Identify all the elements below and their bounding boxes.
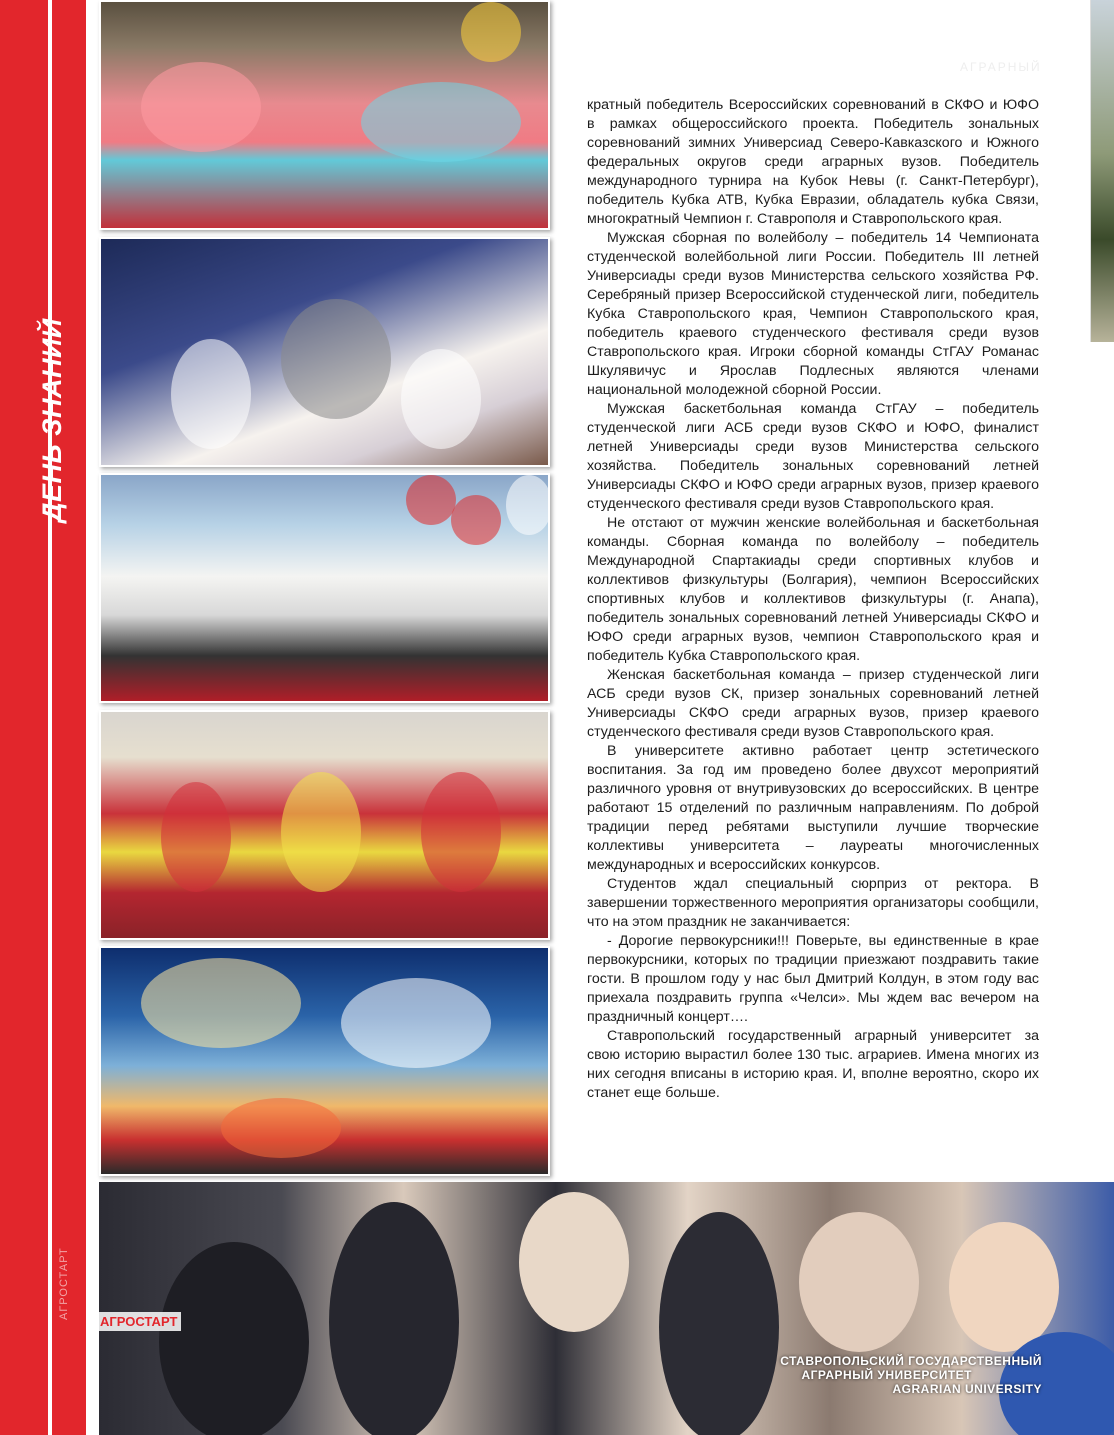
article-paragraph: В университете активно работает центр эстетического воспитания. За год им проведено более двухсот мероприятий различного уровня от внутривузовских до всероссийских. В центре работают 15 отделений по различным направлениям. По доброй традиции перед ребятами выступили лучшие творческие коллективы университета – лауреаты многочисленных международных и всероссийских конкурсов. <box>587 743 1039 873</box>
photo-fireworks-stage <box>99 946 550 1176</box>
photo-basketball-team <box>99 710 550 940</box>
corner-brand: АГРОСТАРТ <box>96 1312 181 1331</box>
article-paragraph: Ставропольский государственный аграрный университет за свою историю вырастил более 130 тыс. аграриев. Имена многих из них сегодня вписаны в историю края. И, вполне вероятно, скоро их станет еще больше. <box>587 1028 1039 1101</box>
article-paragraph: Мужская баскетбольная команда СтГАУ – победитель студенческой лиги АСБ среди вузов СКФО и ЮФО, финалист летней Универсиады среди вузов Министерства сельского хозяйства. Победитель зональных соревнований летней Универсиады СКФО и ЮФО среди аграрных вузов, призер краевого студенческого фестиваля среди вузов Ставропольского края. <box>587 401 1039 512</box>
side-band-stripe <box>48 0 52 1435</box>
caption-line-3: AGRARIAN UNIVERSITY <box>892 1382 1042 1396</box>
article-paragraph: Не отстают от мужчин женские волейбольная и баскетбольная команды. Сборная команда по волейболу – победитель Международной Спартакиады среди спортивных клубов и коллективов физкультуры (Болгария), чемпион Всероссийских спортивных клубов и коллективов физкультуры (г. Анапа), победитель зональных соревнований летней Универсиады СКФО и ЮФО среди аграрных вузов, чемпион Ставропольского края и победитель Кубка Ставропольского края. <box>587 515 1039 664</box>
section-title: ДЕНЬ ЗНАНИЙ <box>37 318 67 522</box>
university-caption <box>780 1354 1042 1396</box>
article-paragraph: Студентов ждал специальный сюрприз от ректора. В завершении торжественного мероприятия организаторы сообщили, что на этом праздник не заканчивается: <box>587 876 1039 930</box>
faded-header: АГРАРНЫЙ <box>960 60 1042 74</box>
side-watermark: АГРОСТАРТ <box>58 1247 70 1320</box>
article-paragraph: - Дорогие первокурсники!!! Поверьте, вы единственные в крае первокурсники, которых по традиции приезжают поздравить такие гости. В прошлом году у нас был Дмитрий Колдун, в этом году вас приехала поздравить группа «Челси». Мы ждем вас вечером на праздничный концерт…. <box>587 933 1039 1025</box>
article-paragraph: кратный победитель Всероссийских соревнований в СКФО и ЮФО в рамках общероссийского проекта. Победитель зональных соревнований зимних Универсиад Северо-Кавказского и Южного федеральных округов среди аграрных вузов. Победитель международного турнира на Кубок Невы (г. Санкт-Петербург), победитель Кубка АТВ, Кубка Евразии, обладатель кубка Связи, многократный Чемпион г. Ставрополя и Ставропольского края. <box>587 97 1039 227</box>
photo-children-flowers <box>99 237 550 467</box>
article-paragraph: Женская баскетбольная команда – призер студенческой лиги АСБ среди вузов СК, призер зональных соревнований летней Универсиады СКФО среди аграрных вузов, призер краевого студенческого фестиваля среди вузов Ставропольского края. <box>587 667 1039 740</box>
side-band <box>0 0 86 1435</box>
photo-dancers <box>99 0 550 230</box>
article-body <box>587 96 1039 1103</box>
photo-students-dogs <box>99 473 550 703</box>
photo-concert-crowd <box>99 1182 1114 1435</box>
caption-line-1: СТАВРОПОЛЬСКИЙ ГОСУДАРСТВЕННЫЙ <box>780 1354 1042 1368</box>
right-edge-photo <box>1090 0 1114 342</box>
article-paragraph: Мужская сборная по волейболу – победитель 14 Чемпионата студенческой волейбольной лиги России. Победитель III летней Универсиады среди вузов Министерства сельского хозяйства РФ. Серебряный призер Всероссийской студенческой лиги, победитель Кубка Ставропольского края, Чемпион Ставропольского края, победитель краевого студенческого фестиваля среди вузов Ставропольского края. Игроки сборной команды СтГАУ Романас Шкулявичус и Ярослав Подлесных являются членами национальной молодежной сборной России. <box>587 230 1039 398</box>
caption-line-2: АГРАРНЫЙ УНИВЕРСИТЕТ <box>801 1368 972 1382</box>
